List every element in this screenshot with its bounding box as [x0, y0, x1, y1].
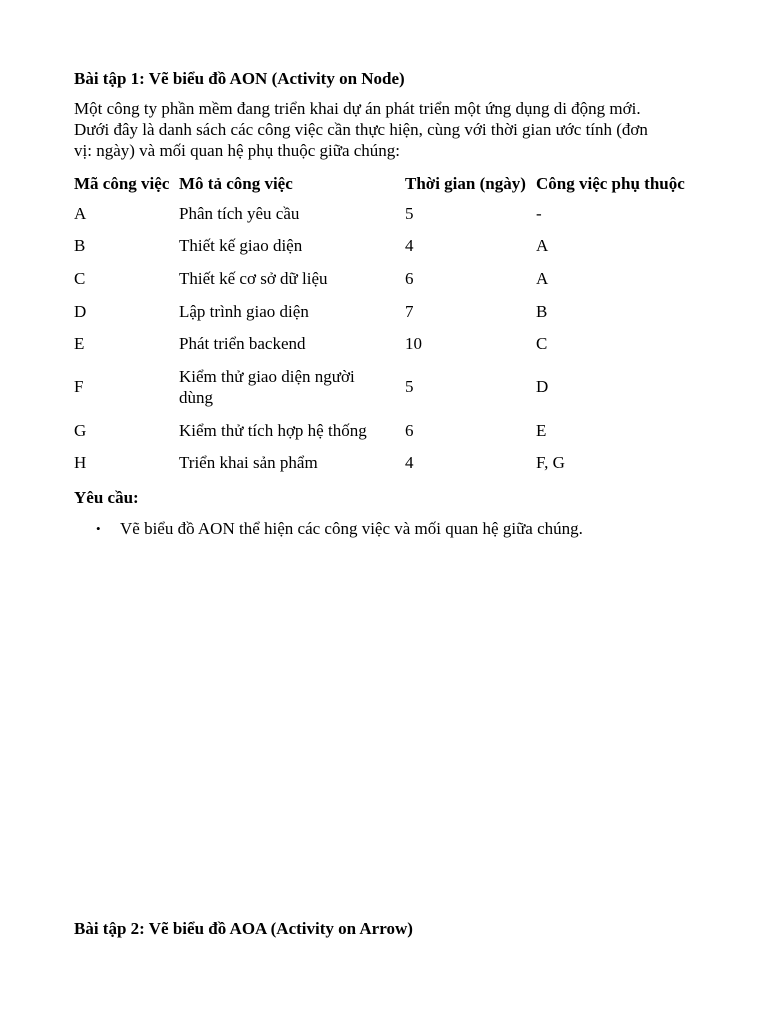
task-duration: 4 — [405, 236, 414, 256]
intro-line: Một công ty phần mềm đang triển khai dự án phát triển một ứng dụng di động mới. — [74, 99, 641, 118]
table-row — [74, 197, 704, 230]
task-dependency: E — [536, 420, 547, 440]
header-task-description: Mô tả công việc — [179, 173, 293, 193]
exercise-2-title: Bài tập 2: Vẽ biểu đồ AOA (Activity on Arrow) — [74, 919, 413, 938]
task-description: Triển khai sản phẩm — [179, 453, 318, 473]
task-table — [74, 170, 704, 479]
table-row — [74, 295, 704, 328]
task-description: Lập trình giao diện — [179, 301, 309, 321]
task-duration: 5 — [405, 203, 414, 223]
task-code: A — [74, 203, 87, 223]
exercise-1-title: Bài tập 1: Vẽ biểu đồ AON (Activity on Node) — [74, 69, 405, 88]
header-task-code: Mã công việc — [74, 173, 170, 193]
task-code: F — [74, 377, 84, 397]
exercise-1-intro — [74, 98, 699, 161]
table-row — [74, 360, 704, 414]
task-dependency: B — [536, 301, 548, 321]
intro-line: vị: ngày) và mối quan hệ phụ thuộc giữa chúng: — [74, 141, 401, 160]
table-row — [74, 447, 704, 480]
task-description-text: Kiểm thử giao diện người dùng — [179, 366, 355, 407]
table-row — [74, 262, 704, 295]
bullet-icon: • — [96, 521, 101, 536]
header-dependencies: Công việc phụ thuộc — [536, 173, 685, 193]
task-code: D — [74, 301, 87, 321]
task-dependency: A — [536, 268, 549, 288]
task-dependency: F, G — [536, 453, 565, 473]
table-row — [74, 230, 704, 263]
list-item — [74, 518, 583, 539]
requirements-heading: Yêu cầu: — [74, 488, 139, 507]
header-duration: Thời gian (ngày) — [405, 173, 526, 193]
task-code: E — [74, 334, 85, 354]
task-code: G — [74, 420, 87, 440]
task-code: B — [74, 236, 86, 256]
task-description: Phân tích yêu cầu — [179, 203, 300, 223]
task-code: H — [74, 453, 87, 473]
task-code: C — [74, 268, 86, 288]
table-row — [74, 414, 704, 447]
task-duration: 7 — [405, 301, 414, 321]
task-description — [179, 360, 405, 414]
task-dependency: A — [536, 236, 549, 256]
task-description: Thiết kế giao diện — [179, 236, 303, 256]
table-header-row — [74, 170, 704, 197]
task-duration: 6 — [405, 268, 414, 288]
task-dependency: C — [536, 334, 548, 354]
task-duration: 5 — [405, 377, 414, 397]
requirements-list — [74, 518, 583, 539]
intro-line: Dưới đây là danh sách các công việc cần thực hiện, cùng với thời gian ước tính (đơn — [74, 120, 648, 139]
task-description: Kiểm thử tích hợp hệ thống — [179, 420, 367, 440]
task-duration: 10 — [405, 334, 422, 354]
task-description: Thiết kế cơ sở dữ liệu — [179, 268, 328, 288]
task-duration: 4 — [405, 453, 414, 473]
task-dependency: D — [536, 377, 549, 397]
task-duration: 6 — [405, 420, 414, 440]
table-row — [74, 327, 704, 360]
task-dependency: - — [536, 203, 542, 223]
task-description: Phát triển backend — [179, 334, 306, 354]
requirement-text: Vẽ biểu đồ AON thể hiện các công việc và mối quan hệ giữa chúng. — [120, 519, 583, 538]
